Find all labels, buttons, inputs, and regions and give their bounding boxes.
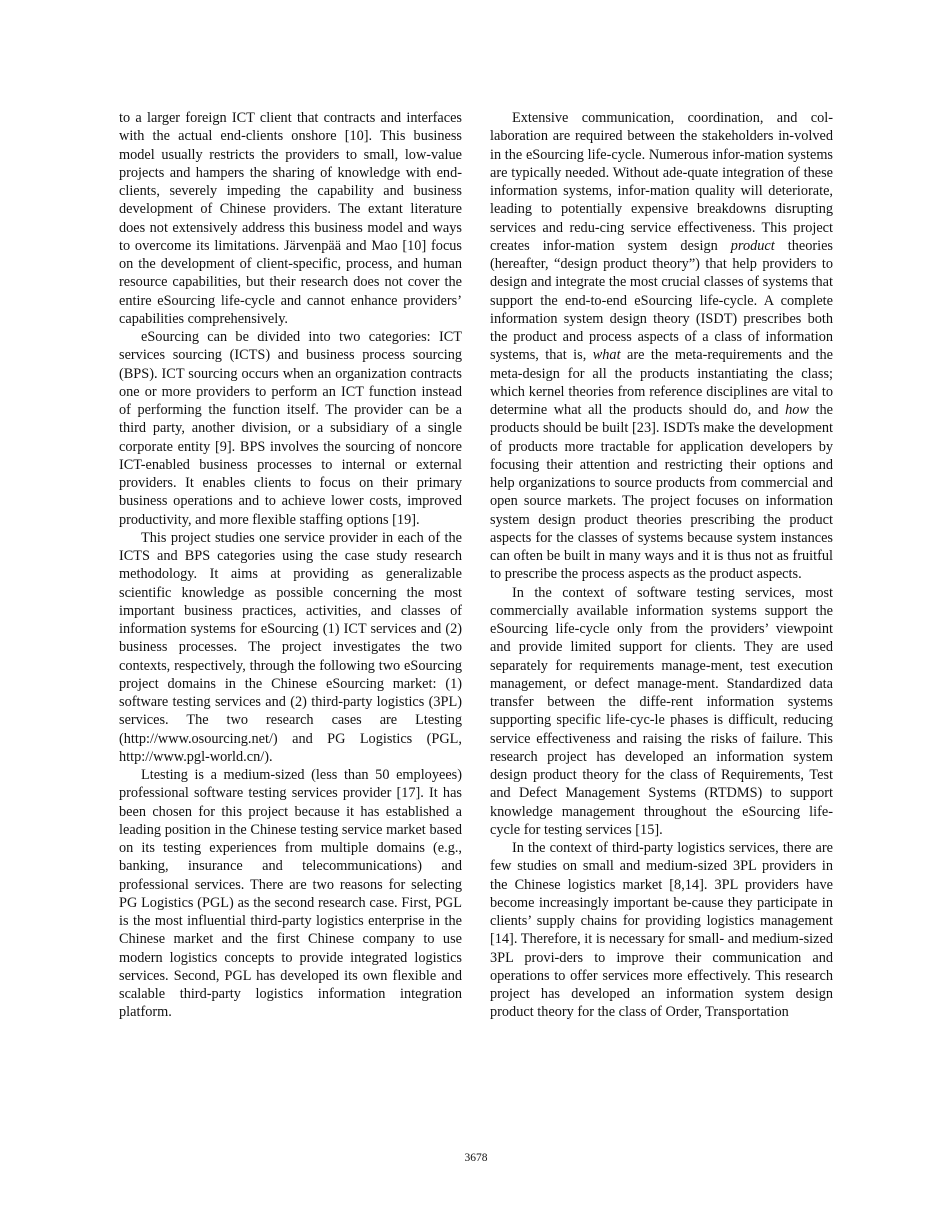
right-p1-text-c: are the meta-requirements and the meta-design for all the products instantiating the class; which kernel theories from reference disciplines are vital to determine what all the products should do, and — [490, 347, 834, 418]
right-paragraph-1 — [490, 109, 833, 584]
right-column — [490, 109, 833, 1022]
right-paragraph-3: In the context of third-party logistics services, there are few studies on small and medium-sized 3PL providers in the Chinese logistics market [8,14]. 3PL providers have become increasingly important be-cause they participate in clients’ supply chains for providing logistics management [14]. Therefore, it is necessary for small- and medium-sized 3PL provi-ders to improve their communication and operations to offer services more effectively. This research project has developed an information system design product theory for the class of Order, Transportation — [490, 840, 833, 1021]
right-p1-text-b: theories (hereafter, “design product theory”) that help providers to design and integrate the most crucial classes of systems that support the end-to-end eSourcing life-cycle. A complete information system design theory (ISDT) prescribes both the product and process aspects of a class of information systems, that is, — [490, 237, 833, 364]
right-p1-emphasis-product: product — [730, 237, 775, 254]
right-p1-emphasis-how: how — [785, 402, 809, 418]
left-paragraph-1: to a larger foreign ICT client that contracts and interfaces with the actual end-clients onshore [10]. This business model usually restricts the providers to small, low-value projects and hampers the sharing of knowledge with end-clients, severely impeding the capability and business development of Chinese providers. The extant literature does not extensively address this business model and ways to overcome its limitations. Järvenpää and Mao [10] focus on the development of client-specific, process, and human resource capabilities, but their research does not cover the entire eSourcing life-cycle and cannot enhance providers’ capabilities comprehensively. — [119, 110, 462, 327]
right-p1-text-a: Extensive communication, coordination, and col-laboration are required between the stakeholders in-volved in the eSourcing life-cycle. Numerous infor-mation systems are typically needed. Without ade-quate integration of these information systems, infor-mation quality will deteriorate, leading to potentially expensive breakdowns disrupting services and redu-cing service effectiveness. This project creates infor-mation system design — [490, 110, 833, 254]
left-paragraph-2: eSourcing can be divided into two categories: ICT services sourcing (ICTS) and business process sourcing (BPS). ICT sourcing occurs when an organization contracts one or more providers to perform an ICT function instead of performing the function itself. The provider can be a third party, another division, or a subsidiary of a single corporate entity [9]. BPS involves the sourcing of noncore ICT-enabled business processes to internal or external providers. It enables clients to focus on their primary business operations and to achieve lower costs, improved productivity, and more flexible staffing options [19]. — [119, 329, 462, 528]
left-paragraph-3: This project studies one service provider in each of the ICTS and BPS categories using the case study research methodology. It aims at providing as generalizable scientific knowledge as possible concerning the most important business practices, activities, and classes of information systems for eSourcing (1) ICT services and (2) business processes. The project investigates the two contexts, respectively, through the following two eSourcing project domains in the Chinese eSourcing market: (1) software testing services and (2) third-party logistics (3PL) services. The two research cases are Ltesting (http://www.osourcing.net/) and PG Logistics (PGL, http://www.pgl-world.cn/). — [119, 529, 462, 765]
right-p1-emphasis-what: what — [592, 347, 621, 364]
right-p1-text-d: the products should be built [23]. ISDTs make the development of products more tractable for application developers by focusing their attention and restricting their options and help organizations to source products from commercial and open source markets. The project focuses on information system design product theories prescribing the product aspects for the classes of systems because system instances can often be built in many ways and it is thus not as fruitful to prescribe the process aspects as the product aspects. — [490, 402, 834, 583]
page-number: 3678 — [464, 1152, 488, 1164]
right-paragraph-2: In the context of software testing services, most commercially available information systems support the eSourcing life-cycle only from the providers’ viewpoint and provide limited support for clients. They are used separately for requirements manage-ment, test execution management, or defect manage-ment. Standardized data transfer between the diffe-rent information systems supporting specific life-cyc-le phases is difficult, reducing service effectiveness and raising the risks of failure. This research project has developed an information system design product theory for the class of Requirements, Test and Defect Management Systems (RTDMS) to support knowledge management throughout the eSourcing life-cycle for testing services [15]. — [490, 584, 833, 838]
left-column — [119, 109, 462, 1022]
left-paragraph-4: Ltesting is a medium-sized (less than 50 employees) professional software testing services provider [17]. It has been chosen for this project because it has established a leading position in the Chinese testing service market based on its testing experiences from multiple domains (e.g., banking, insurance and telecommunications) and professional services. There are two reasons for selecting PG Logistics (PGL) as the second research case. First, PGL is the most influential third-party logistics enterprise in the Chinese market and the first Chinese company to use modern logistics concepts to provide integrated logistics services. Second, PGL has developed its own flexible and scalable third-party logistics information integration platform. — [119, 767, 462, 1021]
